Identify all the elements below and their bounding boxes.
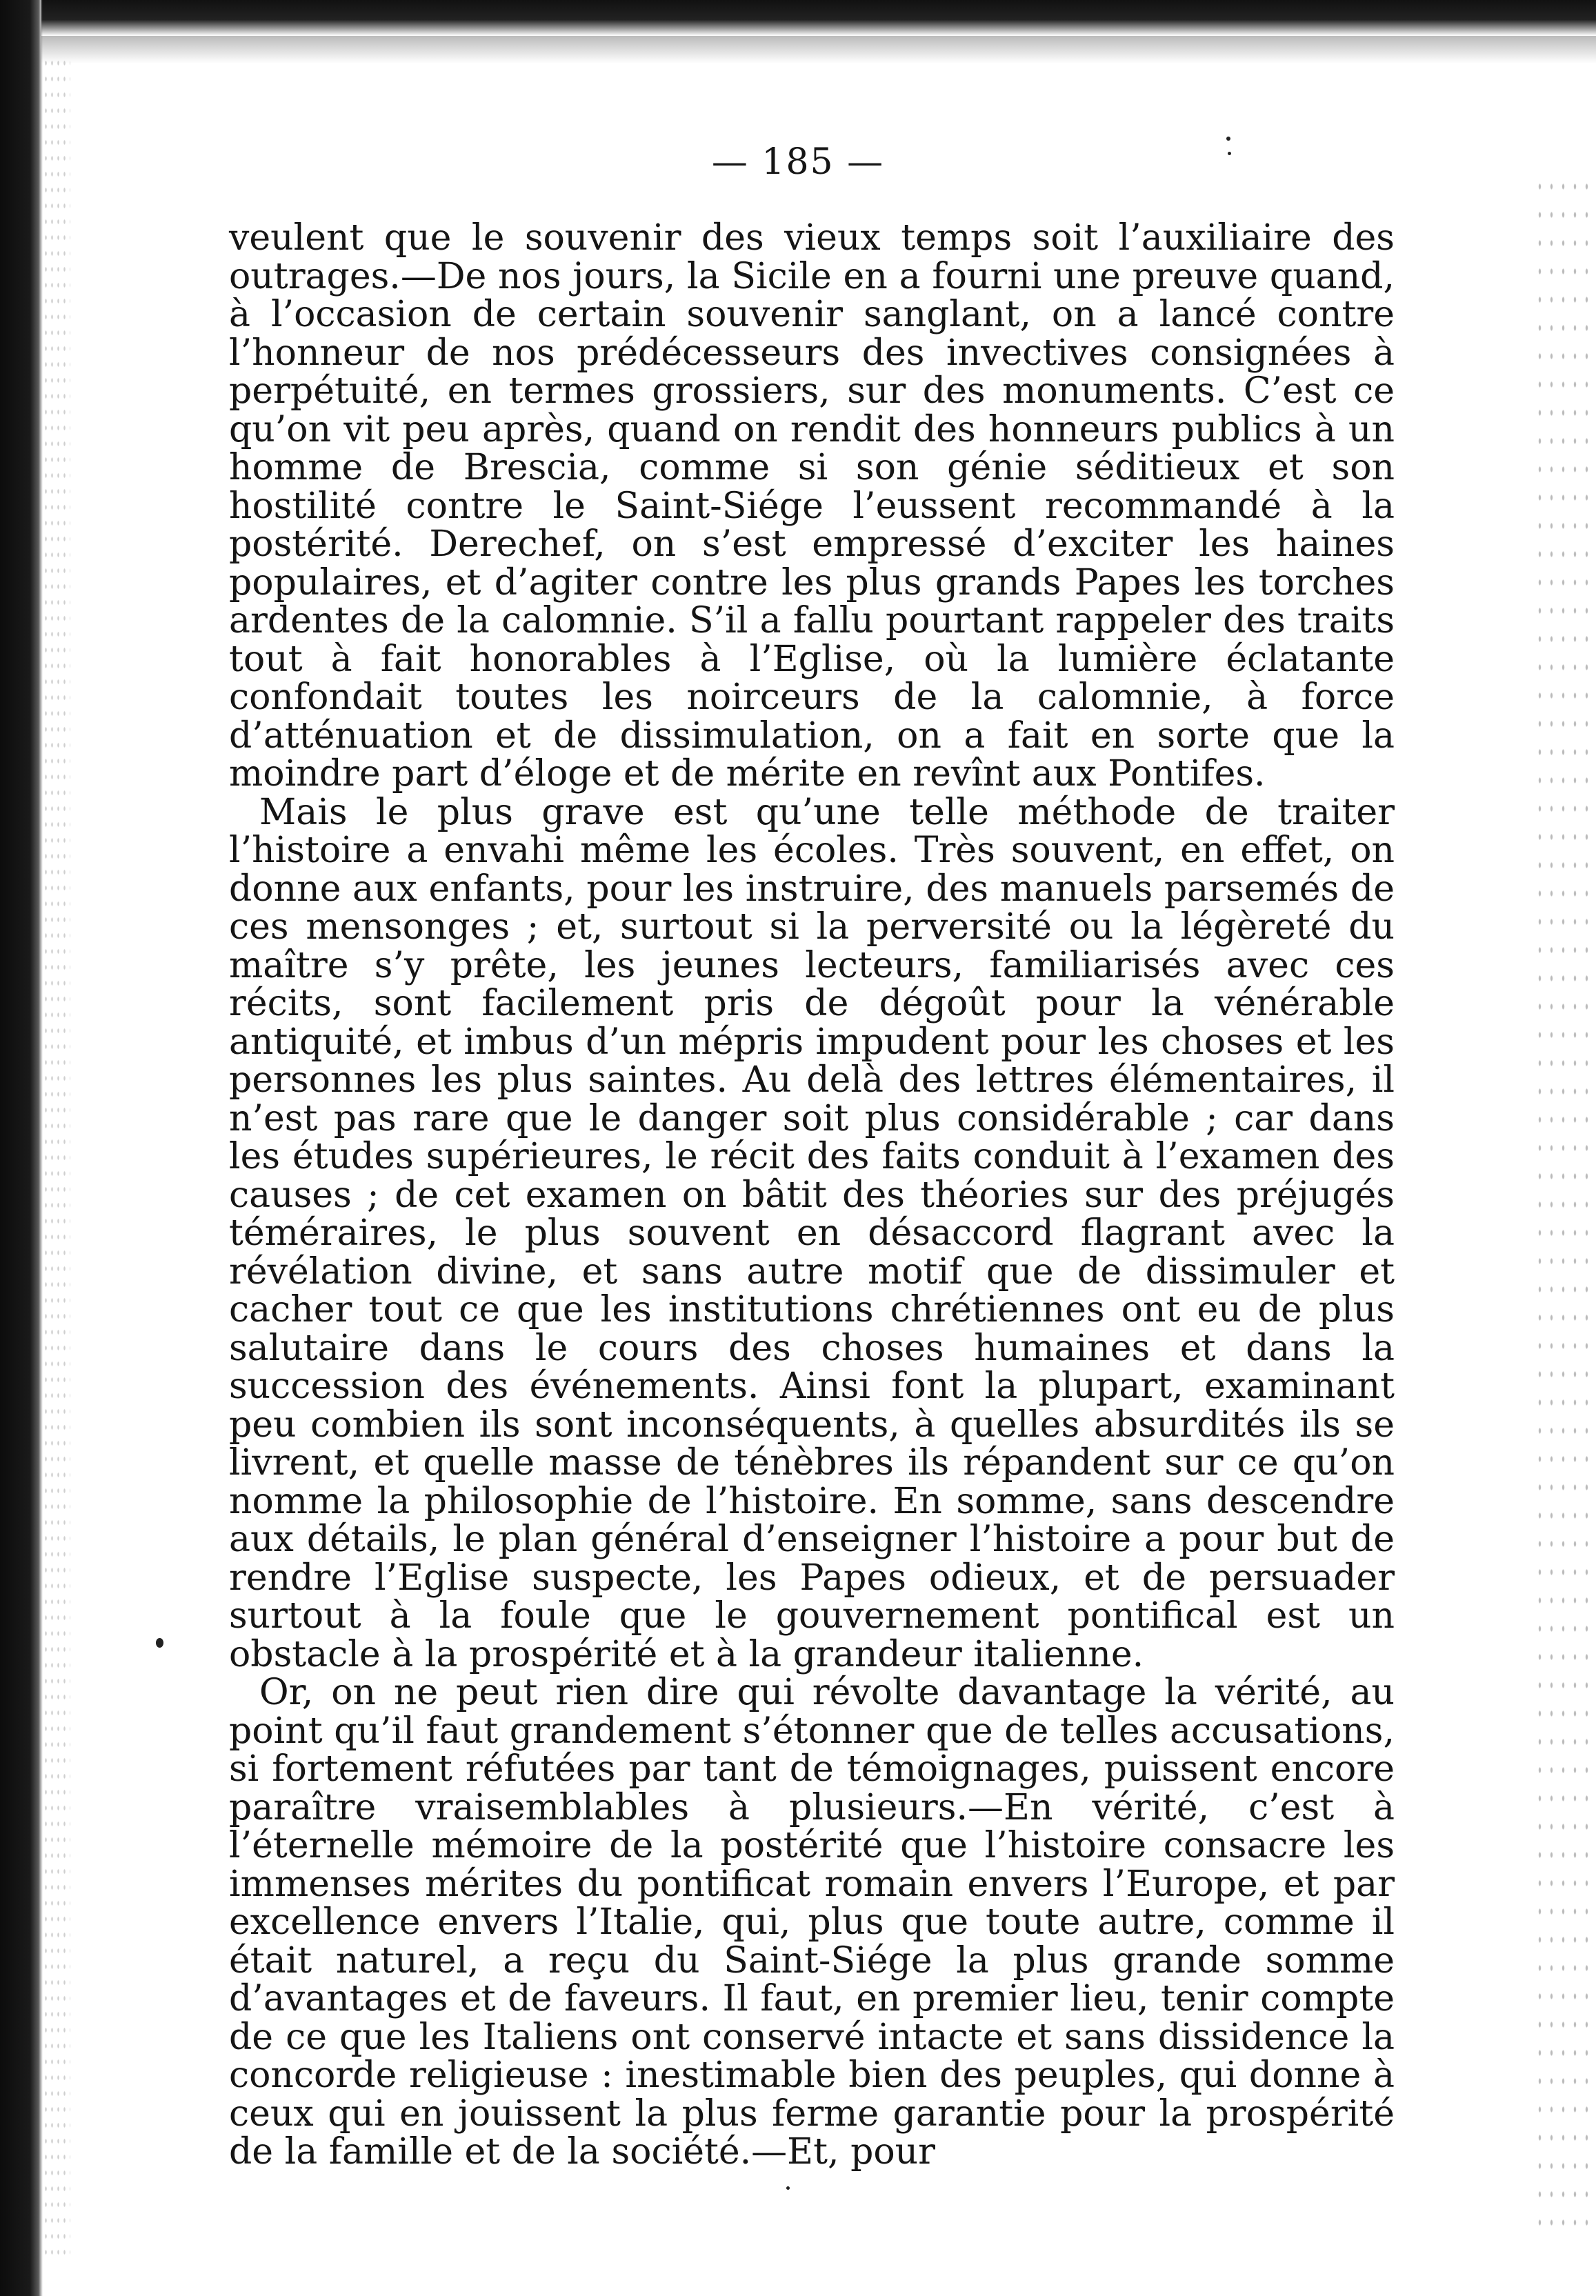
scan-right-noise [1534, 172, 1596, 2242]
page-number: — 185 — [711, 141, 885, 183]
scan-top-shadow [41, 36, 1596, 63]
ink-speck [1226, 137, 1230, 141]
ink-speck [786, 2186, 790, 2190]
scan-top-border [41, 0, 1596, 36]
body-text [229, 219, 1395, 2172]
paragraph-2: Mais le plus grave est qu’une telle méthode de traiter l’histoire a envahi même les écoles. Très souvent, en effet, on donne aux enfants, pour les instruire, des manuels parsemés de ces mensonges ; et, surtout si la perversité ou la légèreté du maître s’y prête, les jeunes lecteurs, familiarisés avec ces récits, sont facilement pris de dégoût pour la vénérable antiquité, et imbus d’un mépris impudent pour les choses et les personnes les plus saintes. Au delà des lettres élémentaires, il n’est pas rare que le danger soit plus considérable ; car dans les études supérieures, le récit des faits conduit à l’examen des causes ; de cet examen on bâtit des théories sur des préjugés téméraires, le plus souvent en désaccord flagrant avec la révélation divine, et sans autre motif que de dissimuler et cacher tout ce que les institutions chrétiennes ont eu de plus salutaire dans le cours des choses humaines et dans la succession des événements. Ainsi font la plupart, examinant peu combien ils sont inconséquents, à quelles absurdités ils se livrent, et quelle masse de ténèbres ils répandent sur ce qu’on nomme la philosophie de l’histoire. En somme, sans descendre aux détails, le plan général d’enseigner l’histoire a pour but de rendre l’Eglise suspecte, les Papes odieux, et de persuader surtout à la foule que le gouvernement pontifical est un obstacle à la prospérité et à la grandeur italienne. [229, 791, 1395, 1675]
paragraph-1: veulent que le souvenir des vieux temps soit l’auxiliaire des outrages.—De nos jours, la Sicile en a fourni une preuve quand, à l’occasion de certain souvenir sanglant, on a lancé contre l’honneur de nos prédécesseurs des invectives consignées à perpétuité, en termes grossiers, sur des monuments. C’est ce qu’on vit peu après, quand on rendit des honneurs publics à un homme de Brescia, comme si son génie séditieux et son hostilité contre le Saint-Siége l’eussent recommandé à la postérité. Derechef, on s’est empressé d’exciter les haines populaires, et d’agiter contre les plus grands Papes les torches ardentes de la calomnie. S’il a fallu pourtant rappeler des traits tout à fait honorables à l’Eglise, où la lumière éclatante confondait toutes les noirceurs de la calomnie, à force d’atténuation et de dissimulation, on a fait en sorte que la moindre part d’éloge et de mérite en revînt aux Pontifes. [229, 217, 1395, 795]
ink-speck [156, 1638, 163, 1648]
scan-left-border [0, 0, 43, 2296]
scan-left-noise [43, 55, 70, 2262]
paragraph-3: Or, on ne peut rien dire qui révolte davantage la vérité, au point qu’il faut grandement s’étonner que de telles accusations, si fortement réfutées par tant de témoignages, puissent encore paraître vraisemblables à plusieurs.—En vérité, c’est à l’éternelle mémoire de la postérité que l’histoire consacre les immenses mérites du pontificat romain envers l’Europe, et par excellence envers l’Italie, qui, plus que toute autre, comme il était naturel, a reçu du Saint-Siége la plus grande somme d’avantages et de faveurs. Il faut, en premier lieu, tenir compte de ce que les Italiens ont conservé intacte et sans dissidence la concorde religieuse : inestimable bien des peuples, qui donne à ceux qui en jouissent la plus ferme garantie pour la prospérité de la famille et de la société.—Et, pour [229, 1672, 1395, 2173]
